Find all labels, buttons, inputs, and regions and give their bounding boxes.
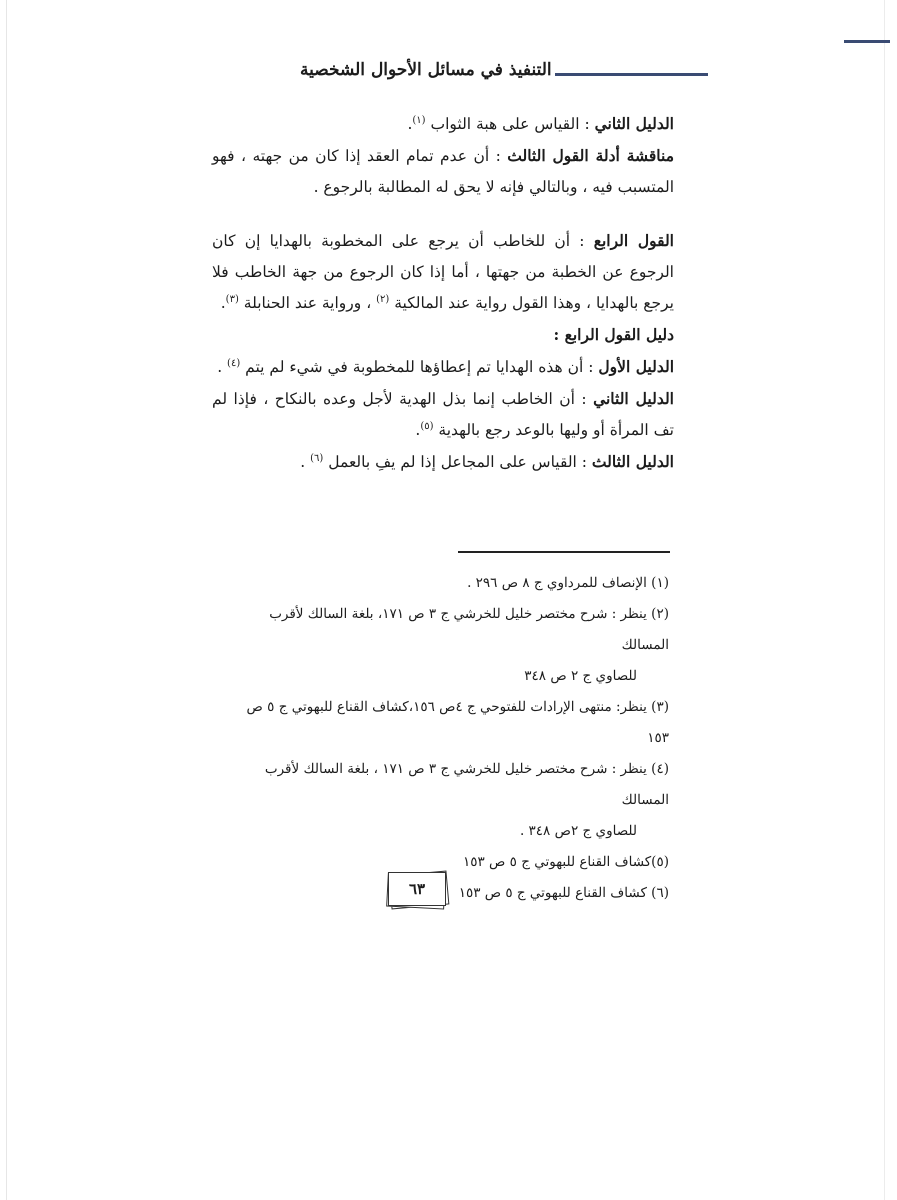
page-left-edge (6, 0, 7, 1200)
paragraph-text: : القياس على المجاعل إذا لم يفِ بالعمل (323, 453, 592, 471)
paragraph-text: : أن عدم تمام العقد إذا كان من جهته ، فهو المتسبب فيه ، وبالتالي فإنه لا يحق له المطالبة بالرجوع . (212, 147, 674, 196)
footnote-ref[interactable]: (٤) (227, 358, 241, 369)
footnote-1: (١) الإنصاف للمرداوي ج ٨ ص ٢٩٦ . (467, 575, 669, 591)
top-corner-rule (844, 40, 890, 43)
footnote-4: (٤) ينظر : شرح مختصر خليل للخرشي ج ٣ ص ١٧١ ، بلغة السالك لأقرب المسالك (264, 761, 669, 808)
paragraph-label: الدليل الثالث (591, 452, 674, 471)
paragraph-label: القول الرابع (593, 231, 674, 250)
paragraph-fourth-opinion (212, 225, 674, 319)
running-header-title: التنفيذ في مسائل الأحوال الشخصية (300, 60, 552, 80)
main-text (212, 108, 674, 478)
paragraph-text: ، ورواية عند الحنابلة (238, 294, 377, 312)
paragraph-first-evidence (212, 351, 674, 383)
footnote-2: (٢) ينظر : شرح مختصر خليل للخرشي ج ٣ ص ١٧١، بلغة السالك لأقرب المسالك (269, 606, 669, 653)
paragraph-discussion (212, 140, 674, 203)
footnote-separator (458, 551, 670, 553)
paragraph-gap (212, 203, 674, 225)
footnote-3: (٣) ينظر: منتهى الإرادات للفتوحي ج ٤ص ١٥٦،كشاف القناع للبهوتي ج ٥ ص ١٥٣ (246, 699, 669, 746)
footnote-4-continued: للصاوي ج ٢ص ٣٤٨ . (519, 823, 637, 839)
paragraph-second-evidence (212, 108, 674, 140)
paragraph-label: الدليل الثاني (594, 114, 674, 133)
paragraph-end: . (407, 115, 413, 133)
section-heading (212, 319, 674, 351)
footnote-ref[interactable]: (٥) (420, 421, 434, 432)
paragraph-end: . (415, 421, 421, 439)
paragraph-label: مناقشة أدلة القول الثالث (507, 146, 674, 165)
footnote-2-continued: للصاوي ج ٢ ص ٣٤٨ (524, 668, 637, 684)
paragraph-text: : أن الخاطب إنما بذل الهدية لأجل وعده بالنكاح ، فإذا لم تف المرأة أو وليها بالوعد رجع بالهدية (212, 390, 674, 439)
paragraph-second-evidence-b (212, 383, 674, 446)
paragraph-text: : أن للخاطب أن يرجع على المخطوبة بالهدايا إن كان الرجوع عن الخطبة من جهتها ، أما إذا كان الرجوع من جهة الخاطب فلا يرجع بالهدايا ، وهذا القول رواية عند المالكية (212, 232, 674, 312)
paragraph-label: الدليل الأول (598, 357, 674, 376)
footnotes (235, 568, 669, 909)
footnote-ref[interactable]: (٢) (376, 294, 390, 305)
footnote-ref[interactable]: (١) (412, 115, 426, 126)
paragraph-third-evidence (212, 446, 674, 478)
paragraph-text: : أن هذه الهدايا تم إعطاؤها للمخطوبة في شيء لم يتم (240, 358, 599, 376)
paragraph-end: . (217, 358, 228, 376)
paragraph-end: . (300, 453, 311, 471)
page-right-edge (884, 0, 885, 1200)
header-rule (555, 73, 708, 76)
heading-text: دليل القول الرابع : (553, 325, 674, 344)
page-number: ٦٣ (408, 880, 426, 898)
paragraph-end: . (220, 294, 226, 312)
paragraph-text: : القياس على هبة الثواب (425, 115, 595, 133)
footnote-6: (٦) كشاف القناع للبهوتي ج ٥ ص ١٥٣ (458, 885, 669, 901)
footnote-ref[interactable]: (٣) (225, 294, 239, 305)
footnote-5: (٥)كشاف القناع للبهوتي ج ٥ ص ١٥٣ (462, 854, 669, 870)
paragraph-label: الدليل الثاني (593, 389, 674, 408)
page-number-box (388, 872, 448, 910)
footnote-ref[interactable]: (٦) (310, 453, 324, 464)
